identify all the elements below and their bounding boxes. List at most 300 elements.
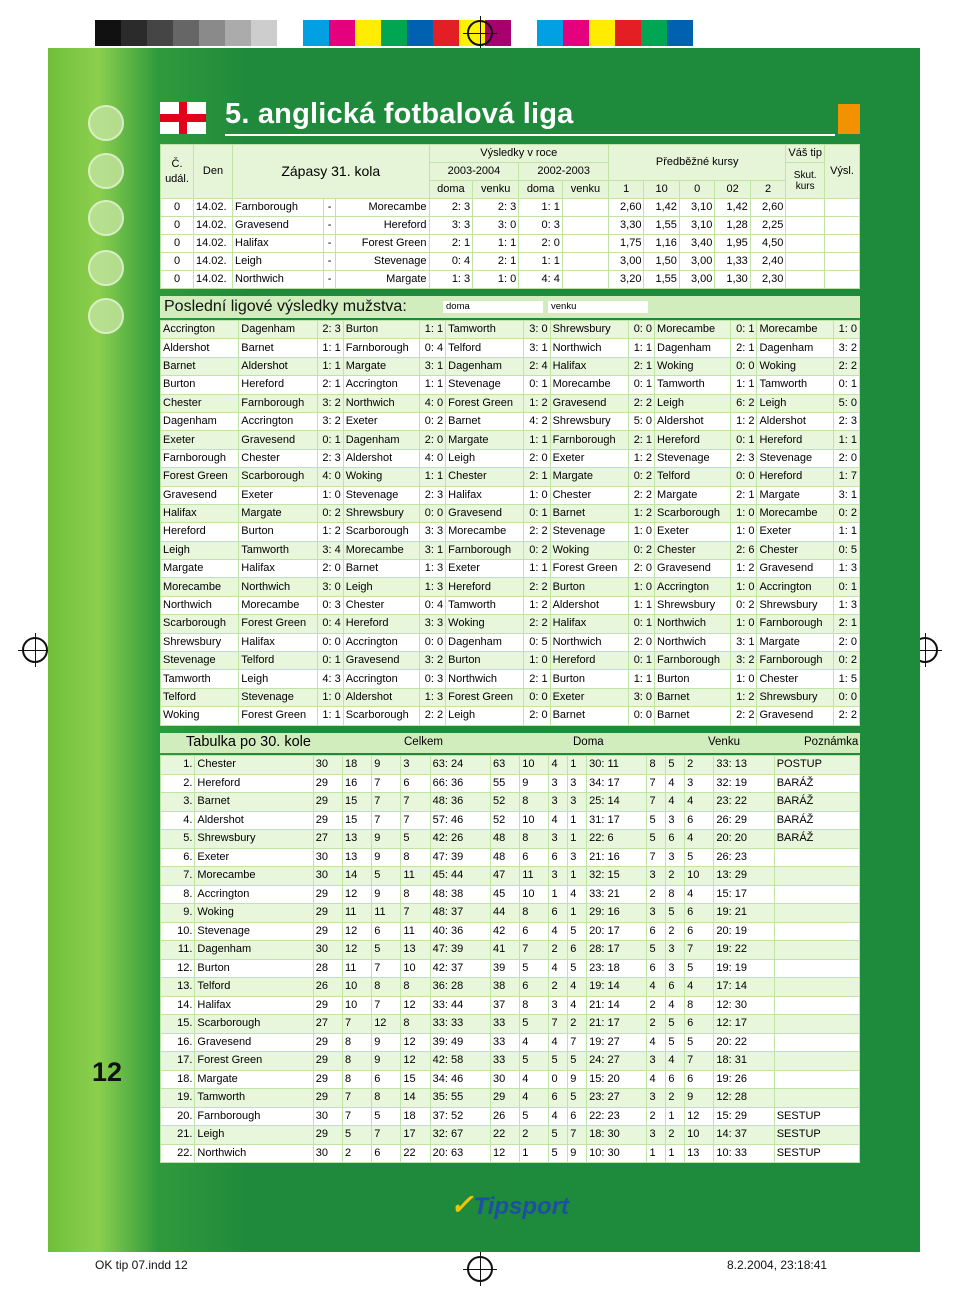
results-team: Margate <box>161 560 239 578</box>
standings-away-wins: 7 <box>647 774 666 793</box>
color-swatch <box>589 20 615 46</box>
color-swatch <box>381 20 407 46</box>
standings-team: Woking <box>195 904 313 923</box>
results-opponent: Hereford <box>550 652 628 670</box>
tip-cell[interactable] <box>786 271 825 289</box>
results-score: 0: 0 <box>419 633 445 651</box>
results-opponent: Chester <box>239 449 317 467</box>
results-row <box>161 615 860 633</box>
standings-away-draws: 2 <box>666 922 685 941</box>
results-score: 3: 1 <box>419 541 445 559</box>
standings-played: 30 <box>313 941 342 960</box>
results-score: 3: 2 <box>317 394 343 412</box>
standings-wins: 10 <box>342 996 371 1015</box>
club-crest-icon <box>88 200 124 236</box>
results-opponent: Gravesend <box>655 560 731 578</box>
standings-home-draws: 5 <box>549 1052 568 1071</box>
results-opponent: Dagenham <box>446 633 524 651</box>
results-score: 3: 3 <box>419 615 445 633</box>
results-opponent: Burton <box>550 578 628 596</box>
standings-away-losses: 6 <box>685 904 714 923</box>
col-header-odds-0: 0 <box>679 181 714 199</box>
standings-away-wins: 8 <box>647 756 666 775</box>
results-score: 1: 1 <box>833 431 859 449</box>
results-opponent: Shrewsbury <box>550 412 628 430</box>
results-score: 1: 1 <box>524 431 550 449</box>
results-score: 2: 2 <box>628 394 654 412</box>
results-title: Poslední ligové výsledky mužstva: <box>164 298 407 315</box>
standings-away-wins: 1 <box>647 1144 666 1163</box>
standings-goals: 66: 36 <box>430 774 490 793</box>
results-score: 1: 1 <box>628 339 654 357</box>
result-cell <box>825 271 860 289</box>
col-header-season-2: 2002-2003 <box>519 163 609 181</box>
results-opponent: Forest Green <box>446 688 524 706</box>
standings-goals: 42: 37 <box>430 959 490 978</box>
standings-note <box>774 885 859 904</box>
standings-draws: 7 <box>372 811 401 830</box>
standings-goals: 47: 39 <box>430 941 490 960</box>
standings-home-losses: 6 <box>568 941 587 960</box>
standings-home-wins: 8 <box>520 996 549 1015</box>
standings-home-draws: 4 <box>549 756 568 775</box>
fixture-row <box>161 271 860 289</box>
standings-away-goals: 14: 37 <box>714 1126 774 1145</box>
fixture-home-team: Gravesend <box>233 217 324 235</box>
standings-played: 29 <box>313 885 342 904</box>
standings-home-draws: 4 <box>549 1033 568 1052</box>
standings-home-wins: 8 <box>520 904 549 923</box>
standings-played: 30 <box>313 867 342 886</box>
results-score: 0: 2 <box>524 541 550 559</box>
standings-home-draws: 3 <box>549 793 568 812</box>
standings-away-wins: 3 <box>647 904 666 923</box>
results-opponent: Burton <box>655 670 731 688</box>
standings-wins: 10 <box>342 978 371 997</box>
results-opponent: Hereford <box>446 578 524 596</box>
standings-away-losses: 9 <box>685 1089 714 1108</box>
standings-note: POSTUP <box>774 756 859 775</box>
results-team: Dagenham <box>161 412 239 430</box>
fixture-row <box>161 253 860 271</box>
fixture-away-team: Margate <box>335 271 429 289</box>
standings-home-goals: 33: 21 <box>587 885 647 904</box>
footer-file-info: OK tip 07.indd 12 <box>95 1258 188 1272</box>
standings-points: 22 <box>490 1126 519 1145</box>
standings-away-draws: 3 <box>666 941 685 960</box>
standings-away-draws: 3 <box>666 959 685 978</box>
results-opponent: Woking <box>446 615 524 633</box>
standings-away-losses: 7 <box>685 1052 714 1071</box>
standings-draws: 7 <box>372 1126 401 1145</box>
standings-goals: 48: 36 <box>430 793 490 812</box>
results-opponent: Scarborough <box>343 523 419 541</box>
standings-row <box>161 1144 860 1163</box>
standings-goals: 36: 28 <box>430 978 490 997</box>
standings-away-goals: 18: 31 <box>714 1052 774 1071</box>
standings-team: Dagenham <box>195 941 313 960</box>
results-opponent: Morecambe <box>239 596 317 614</box>
standings-away-goals: 15: 17 <box>714 885 774 904</box>
results-score: 2: 3 <box>419 486 445 504</box>
tip-cell[interactable] <box>786 199 825 217</box>
results-opponent: Morecambe <box>343 541 419 559</box>
fixture-away-team: Stevenage <box>335 253 429 271</box>
color-swatch <box>173 20 199 46</box>
results-opponent: Barnet <box>343 560 419 578</box>
results-team: Barnet <box>161 357 239 375</box>
standings-rank: 17. <box>161 1052 195 1071</box>
results-opponent: Chester <box>757 670 833 688</box>
standings-draws: 5 <box>372 941 401 960</box>
color-swatch <box>563 20 589 46</box>
standings-wins: 8 <box>342 1052 371 1071</box>
standings-points: 37 <box>490 996 519 1015</box>
standings-home-losses: 4 <box>568 978 587 997</box>
results-score: 2: 1 <box>524 670 550 688</box>
standings-home-draws: 6 <box>549 848 568 867</box>
standings-table <box>160 755 860 1163</box>
standings-rank: 2. <box>161 774 195 793</box>
results-row <box>161 357 860 375</box>
standings-away-losses: 5 <box>685 959 714 978</box>
results-score: 0: 0 <box>419 504 445 522</box>
standings-points: 33 <box>490 1033 519 1052</box>
results-opponent: Margate <box>446 431 524 449</box>
results-opponent: Scarborough <box>239 468 317 486</box>
standings-played: 29 <box>313 793 342 812</box>
standings-goals: 33: 33 <box>430 1015 490 1034</box>
results-opponent: Tamworth <box>446 321 524 339</box>
standings-draws: 7 <box>372 996 401 1015</box>
results-score: 1: 1 <box>317 357 343 375</box>
results-score: 3: 0 <box>628 688 654 706</box>
standings-goals: 42: 26 <box>430 830 490 849</box>
standings-away-losses: 6 <box>685 922 714 941</box>
standings-team: Aldershot <box>195 811 313 830</box>
standings-played: 30 <box>313 756 342 775</box>
results-opponent: Leigh <box>239 670 317 688</box>
results-score: 2: 2 <box>628 486 654 504</box>
standings-played: 29 <box>313 1033 342 1052</box>
standings-home-losses: 1 <box>568 830 587 849</box>
standings-rank: 20. <box>161 1107 195 1126</box>
standings-losses: 11 <box>401 922 430 941</box>
standings-home-goals: 34: 17 <box>587 774 647 793</box>
results-team: Halifax <box>161 504 239 522</box>
results-score: 4: 0 <box>419 394 445 412</box>
results-opponent: Woking <box>655 357 731 375</box>
standings-points: 55 <box>490 774 519 793</box>
results-score: 1: 0 <box>731 578 757 596</box>
standings-losses: 8 <box>401 1015 430 1034</box>
standings-draws: 9 <box>372 885 401 904</box>
results-score: 0: 1 <box>833 376 859 394</box>
standings-points: 48 <box>490 830 519 849</box>
results-score: 2: 2 <box>419 707 445 725</box>
standings-away-draws: 1 <box>666 1144 685 1163</box>
standings-home-wins: 5 <box>520 1107 549 1126</box>
standings-home-draws: 3 <box>549 830 568 849</box>
results-score: 0: 1 <box>317 431 343 449</box>
results-score: 2: 1 <box>524 468 550 486</box>
results-team: Gravesend <box>161 486 239 504</box>
results-team: Accrington <box>161 321 239 339</box>
results-score: 1: 0 <box>731 670 757 688</box>
standings-team: Exeter <box>195 848 313 867</box>
standings-home-draws: 2 <box>549 978 568 997</box>
standings-played: 29 <box>313 1089 342 1108</box>
standings-rank: 6. <box>161 848 195 867</box>
standings-away-losses: 6 <box>685 811 714 830</box>
standings-away-draws: 5 <box>666 904 685 923</box>
results-team: Aldershot <box>161 339 239 357</box>
tip-cell[interactable] <box>786 235 825 253</box>
results-row <box>161 523 860 541</box>
results-score: 2: 2 <box>524 523 550 541</box>
results-row <box>161 633 860 651</box>
results-opponent: Scarborough <box>343 707 419 725</box>
results-opponent: Shrewsbury <box>343 504 419 522</box>
results-opponent: Margate <box>239 504 317 522</box>
standings-draws: 5 <box>372 867 401 886</box>
fixture-date: 14.02. <box>194 199 233 217</box>
standings-home-draws: 5 <box>549 1126 568 1145</box>
results-score: 3: 0 <box>524 321 550 339</box>
standings-home-losses: 3 <box>568 793 587 812</box>
results-score: 1: 1 <box>419 321 445 339</box>
fixture-odds: 3,10 <box>679 217 714 235</box>
fixture-result: 0: 4 <box>429 253 473 271</box>
standings-away-goals: 26: 23 <box>714 848 774 867</box>
results-opponent: Halifax <box>550 357 628 375</box>
fixture-result: 1: 3 <box>429 271 473 289</box>
results-opponent: Gravesend <box>446 504 524 522</box>
col-header-away: venku <box>473 181 519 199</box>
fixture-result: 3: 3 <box>429 217 473 235</box>
standings-wins: 11 <box>342 904 371 923</box>
standings-draws: 7 <box>372 959 401 978</box>
standings-rank: 11. <box>161 941 195 960</box>
results-score: 5: 0 <box>628 412 654 430</box>
standings-home-wins: 11 <box>520 867 549 886</box>
color-swatch <box>667 20 693 46</box>
col-header-odds-1: 1 <box>609 181 644 199</box>
standings-goals: 35: 55 <box>430 1089 490 1108</box>
results-table <box>160 320 860 726</box>
standings-rank: 7. <box>161 867 195 886</box>
results-opponent: Forest Green <box>550 560 628 578</box>
results-score: 0: 5 <box>524 633 550 651</box>
fixture-event-number: 0 <box>161 235 194 253</box>
results-row <box>161 652 860 670</box>
results-score: 1: 5 <box>833 670 859 688</box>
results-score: 3: 1 <box>731 633 757 651</box>
standings-team: Morecambe <box>195 867 313 886</box>
standings-away-losses: 13 <box>685 1144 714 1163</box>
standings-away-losses: 10 <box>685 1126 714 1145</box>
result-cell <box>825 235 860 253</box>
results-score: 2: 0 <box>317 560 343 578</box>
color-swatch <box>511 20 537 46</box>
fixture-result: 2: 1 <box>473 253 519 271</box>
results-score: 1: 1 <box>731 376 757 394</box>
results-row <box>161 394 860 412</box>
results-opponent: Leigh <box>446 449 524 467</box>
results-score: 1: 0 <box>524 652 550 670</box>
standings-home-losses: 9 <box>568 1070 587 1089</box>
col-header-overall: Celkem <box>404 736 443 748</box>
standings-wins: 5 <box>342 1126 371 1145</box>
standings-away-draws: 6 <box>666 978 685 997</box>
results-opponent: Accrington <box>239 412 317 430</box>
standings-away-draws: 8 <box>666 885 685 904</box>
color-swatch <box>407 20 433 46</box>
standings-played: 29 <box>313 922 342 941</box>
results-opponent: Exeter <box>757 523 833 541</box>
col-header-home: doma <box>519 181 563 199</box>
standings-row <box>161 941 860 960</box>
results-score: 1: 1 <box>419 468 445 486</box>
results-opponent: Gravesend <box>239 431 317 449</box>
results-opponent: Chester <box>757 541 833 559</box>
standings-wins: 15 <box>342 793 371 812</box>
results-score: 0: 0 <box>524 688 550 706</box>
standings-played: 29 <box>313 1052 342 1071</box>
standings-losses: 7 <box>401 793 430 812</box>
results-score: 1: 0 <box>317 486 343 504</box>
standings-losses: 11 <box>401 867 430 886</box>
results-score: 1: 2 <box>731 560 757 578</box>
standings-away-draws: 2 <box>666 867 685 886</box>
col-header-odds-02: 02 <box>715 181 750 199</box>
standings-home-losses: 9 <box>568 1144 587 1163</box>
results-score: 2: 0 <box>628 560 654 578</box>
standings-team: Margate <box>195 1070 313 1089</box>
results-score: 0: 2 <box>419 412 445 430</box>
results-opponent: Exeter <box>343 412 419 430</box>
standings-home-losses: 3 <box>568 848 587 867</box>
col-header-event-number: Č. udál. <box>161 145 194 199</box>
results-team: Leigh <box>161 541 239 559</box>
color-swatch <box>147 20 173 46</box>
results-row <box>161 560 860 578</box>
color-swatch <box>433 20 459 46</box>
fixture-date: 14.02. <box>194 235 233 253</box>
standings-away-wins: 3 <box>647 867 666 886</box>
standings-home-wins: 5 <box>520 1015 549 1034</box>
standings-goals: 42: 58 <box>430 1052 490 1071</box>
fixture-odds: 3,00 <box>609 253 644 271</box>
standings-goals: 48: 37 <box>430 904 490 923</box>
standings-played: 29 <box>313 996 342 1015</box>
standings-note: BARÁŽ <box>774 811 859 830</box>
results-score: 1: 0 <box>317 688 343 706</box>
fixture-row <box>161 235 860 253</box>
fixture-odds: 3,20 <box>609 271 644 289</box>
standings-away-goals: 20: 22 <box>714 1033 774 1052</box>
results-score: 2: 1 <box>731 339 757 357</box>
results-score: 2: 3 <box>317 321 343 339</box>
standings-rank: 4. <box>161 811 195 830</box>
results-score: 1: 2 <box>628 504 654 522</box>
standings-losses: 7 <box>401 811 430 830</box>
standings-wins: 8 <box>342 1033 371 1052</box>
standings-away-goals: 12: 28 <box>714 1089 774 1108</box>
results-section-header <box>160 296 860 318</box>
standings-away-goals: 20: 20 <box>714 830 774 849</box>
standings-home-losses: 5 <box>568 1089 587 1108</box>
tip-cell[interactable] <box>786 253 825 271</box>
fixture-odds: 1,28 <box>715 217 750 235</box>
results-opponent: Burton <box>446 652 524 670</box>
results-opponent: Morecambe <box>757 321 833 339</box>
standings-losses: 6 <box>401 774 430 793</box>
standings-goals: 34: 46 <box>430 1070 490 1089</box>
standings-home-wins: 6 <box>520 978 549 997</box>
results-score: 1: 0 <box>524 486 550 504</box>
standings-home-wins: 10 <box>520 885 549 904</box>
results-score: 1: 3 <box>419 688 445 706</box>
results-opponent: Dagenham <box>446 357 524 375</box>
results-opponent: Accrington <box>655 578 731 596</box>
standings-row <box>161 978 860 997</box>
col-header-season-1: 2003-2004 <box>429 163 519 181</box>
results-opponent: Barnet <box>550 504 628 522</box>
standings-home-wins: 4 <box>520 1070 549 1089</box>
fixtures-table <box>160 144 860 289</box>
standings-away-losses: 6 <box>685 1015 714 1034</box>
standings-note: SESTUP <box>774 1144 859 1163</box>
results-opponent: Northwich <box>655 615 731 633</box>
standings-wins: 14 <box>342 867 371 886</box>
standings-home-draws: 4 <box>549 1107 568 1126</box>
results-score: 1: 2 <box>731 412 757 430</box>
standings-team: Accrington <box>195 885 313 904</box>
standings-points: 30 <box>490 1070 519 1089</box>
tip-cell[interactable] <box>786 217 825 235</box>
results-score: 2: 2 <box>833 357 859 375</box>
color-swatch <box>121 20 147 46</box>
results-score: 0: 2 <box>833 504 859 522</box>
standings-wins: 12 <box>342 885 371 904</box>
standings-losses: 22 <box>401 1144 430 1163</box>
fixture-result: 2: 1 <box>429 235 473 253</box>
results-opponent: Dagenham <box>239 321 317 339</box>
standings-rank: 14. <box>161 996 195 1015</box>
standings-wins: 12 <box>342 922 371 941</box>
results-score: 0: 0 <box>628 321 654 339</box>
standings-points: 52 <box>490 811 519 830</box>
standings-away-losses: 8 <box>685 996 714 1015</box>
fixture-result: 0: 3 <box>519 217 563 235</box>
fixture-result: 2: 3 <box>429 199 473 217</box>
standings-away-draws: 6 <box>666 1070 685 1089</box>
standings-team: Gravesend <box>195 1033 313 1052</box>
results-team: Stevenage <box>161 652 239 670</box>
results-score: 3: 2 <box>731 652 757 670</box>
football-icon <box>88 105 124 141</box>
standings-losses: 13 <box>401 941 430 960</box>
standings-points: 41 <box>490 941 519 960</box>
results-opponent: Dagenham <box>343 431 419 449</box>
results-score: 2: 2 <box>731 707 757 725</box>
results-opponent: Dagenham <box>757 339 833 357</box>
standings-rank: 12. <box>161 959 195 978</box>
standings-points: 29 <box>490 1089 519 1108</box>
results-opponent: Woking <box>343 468 419 486</box>
results-score: 2: 1 <box>317 376 343 394</box>
